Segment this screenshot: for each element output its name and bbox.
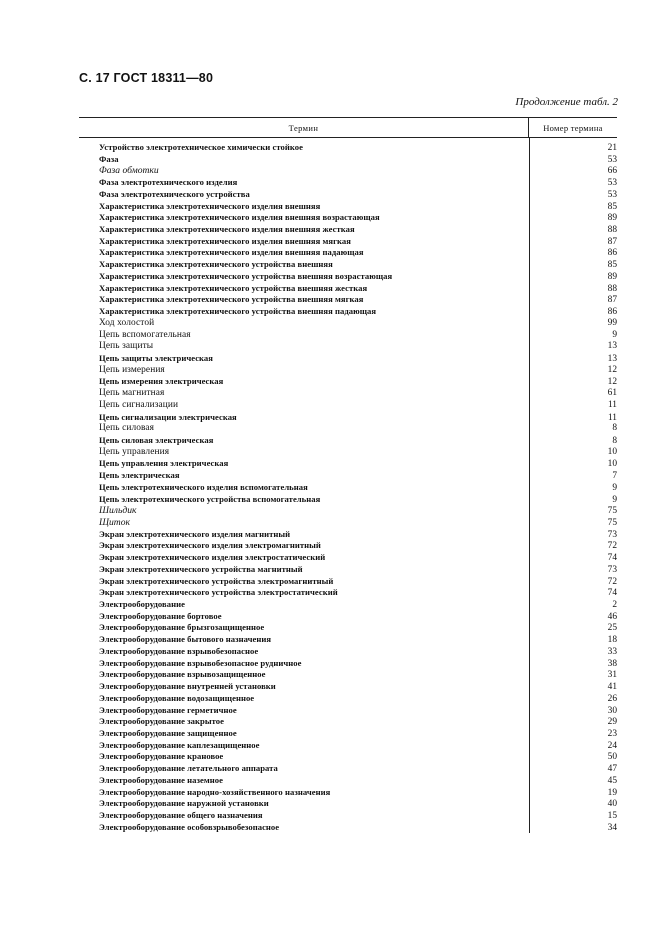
term-cell: Электрооборудование народно-хозяйственного назначения bbox=[99, 786, 331, 797]
term-number: 66 bbox=[607, 166, 617, 177]
term-number: 87 bbox=[607, 295, 617, 306]
term-number: 85 bbox=[607, 260, 617, 271]
term-cell: Экран электротехнического устройства электростатический bbox=[99, 587, 338, 598]
terms-table bbox=[79, 117, 617, 833]
term-number: 15 bbox=[607, 810, 617, 821]
term-cell: Цепь электротехнического изделия вспомогательная bbox=[99, 481, 308, 492]
term-cell: Электрооборудование бортовое bbox=[99, 610, 222, 621]
table-row bbox=[79, 142, 617, 154]
term-number: 24 bbox=[607, 740, 617, 751]
term-number-cell bbox=[529, 799, 617, 811]
term-number-cell bbox=[529, 248, 617, 260]
term-number-cell bbox=[529, 647, 617, 659]
term-cell: Цепь сигнализации электрическая bbox=[99, 411, 237, 422]
term-number-cell bbox=[529, 330, 617, 342]
table-row bbox=[79, 552, 617, 564]
term-number-cell bbox=[529, 530, 617, 542]
term-number-cell bbox=[529, 623, 617, 635]
table-row bbox=[79, 658, 617, 670]
term-number: 9 bbox=[612, 494, 617, 505]
term-number-cell bbox=[529, 447, 617, 459]
table-row bbox=[79, 822, 617, 834]
term-number-cell bbox=[529, 706, 617, 718]
term-cell: Электрооборудование общего назначения bbox=[99, 809, 263, 820]
term-cell: Электрооборудование крановое bbox=[99, 751, 224, 762]
term-cell: Цепь вспомогательная bbox=[99, 329, 191, 340]
term-cell: Электрооборудование взрывобезопасное рудничное bbox=[99, 657, 302, 668]
term-number-cell bbox=[529, 752, 617, 764]
term-number: 72 bbox=[607, 576, 617, 587]
term-number-cell bbox=[529, 178, 617, 190]
table-row bbox=[79, 669, 617, 681]
table-row bbox=[79, 236, 617, 248]
term-number: 9 bbox=[612, 482, 617, 493]
term-number-cell bbox=[529, 729, 617, 741]
term-number-cell bbox=[529, 565, 617, 577]
term-number: 11 bbox=[607, 412, 617, 423]
term-number: 72 bbox=[607, 541, 617, 552]
term-number-cell bbox=[529, 400, 617, 412]
term-number: 53 bbox=[607, 189, 617, 200]
table-row bbox=[79, 622, 617, 634]
table-row bbox=[79, 294, 617, 306]
term-number-cell bbox=[529, 764, 617, 776]
term-cell: Характеристика электротехнического устройства внешняя мягкая bbox=[99, 294, 364, 305]
term-number: 34 bbox=[607, 822, 617, 833]
table-body bbox=[79, 142, 617, 833]
term-cell: Электрооборудование каплезащищенное bbox=[99, 739, 260, 750]
term-number: 8 bbox=[612, 435, 617, 446]
term-number-cell bbox=[529, 190, 617, 202]
term-cell: Электрооборудование защищенное bbox=[99, 727, 237, 738]
term-number: 74 bbox=[607, 553, 617, 564]
term-number: 12 bbox=[607, 377, 617, 388]
term-number-cell bbox=[529, 577, 617, 589]
term-number: 41 bbox=[607, 682, 617, 693]
term-number-cell bbox=[529, 284, 617, 296]
term-cell: Электрооборудование летательного аппарата bbox=[99, 763, 278, 774]
table-row bbox=[79, 517, 617, 529]
table-row bbox=[79, 154, 617, 166]
term-cell: Характеристика электротехнического изделия внешняя возрастающая bbox=[99, 212, 380, 223]
term-number: 18 bbox=[607, 635, 617, 646]
table-row bbox=[79, 224, 617, 236]
table-row bbox=[79, 505, 617, 517]
term-number-cell bbox=[529, 423, 617, 435]
term-cell: Цепь управления bbox=[99, 446, 170, 457]
term-number: 88 bbox=[607, 225, 617, 236]
term-cell: Цепь защиты bbox=[99, 341, 154, 352]
term-number: 85 bbox=[607, 201, 617, 212]
term-number: 8 bbox=[612, 423, 617, 434]
table-row bbox=[79, 540, 617, 552]
table-row bbox=[79, 693, 617, 705]
term-number-cell bbox=[529, 811, 617, 823]
term-number-cell bbox=[529, 518, 617, 530]
term-cell: Электрооборудование брызгозащищенное bbox=[99, 622, 265, 633]
term-number: 25 bbox=[607, 623, 617, 634]
column-header-number: Номер термина bbox=[528, 118, 617, 137]
table-row bbox=[79, 177, 617, 189]
table-row bbox=[79, 564, 617, 576]
table-row bbox=[79, 259, 617, 271]
page-header: С. 17 ГОСТ 18311—80 bbox=[79, 71, 214, 85]
term-number: 26 bbox=[607, 693, 617, 704]
term-number: 45 bbox=[607, 775, 617, 786]
term-number-cell bbox=[529, 600, 617, 612]
table-row bbox=[79, 423, 617, 435]
term-cell: Электрооборудование наружной установки bbox=[99, 798, 269, 809]
term-number-cell bbox=[529, 272, 617, 284]
table-row bbox=[79, 716, 617, 728]
term-cell: Электрооборудование внутренней установки bbox=[99, 681, 276, 692]
term-number: 9 bbox=[612, 329, 617, 340]
table-row bbox=[79, 365, 617, 377]
table-row bbox=[79, 763, 617, 775]
table-row bbox=[79, 447, 617, 459]
term-number: 13 bbox=[607, 353, 617, 364]
term-number: 88 bbox=[607, 283, 617, 294]
table-row bbox=[79, 576, 617, 588]
term-number: 46 bbox=[607, 611, 617, 622]
term-number-cell bbox=[529, 459, 617, 471]
term-cell: Характеристика электротехнического устройства внешняя жесткая bbox=[99, 282, 368, 293]
table-row bbox=[79, 400, 617, 412]
term-number: 53 bbox=[607, 154, 617, 165]
table-row bbox=[79, 283, 617, 295]
term-number-cell bbox=[529, 260, 617, 272]
table-row bbox=[79, 212, 617, 224]
term-number-cell bbox=[529, 341, 617, 353]
table-row bbox=[79, 494, 617, 506]
table-row bbox=[79, 412, 617, 424]
table-row bbox=[79, 353, 617, 365]
table-row bbox=[79, 458, 617, 470]
term-number-cell bbox=[529, 823, 617, 835]
table-row bbox=[79, 470, 617, 482]
term-number: 75 bbox=[607, 506, 617, 517]
term-number-cell bbox=[529, 506, 617, 518]
term-number: 89 bbox=[607, 213, 617, 224]
term-number-cell bbox=[529, 541, 617, 553]
term-number: 23 bbox=[607, 728, 617, 739]
term-number: 11 bbox=[607, 399, 617, 410]
term-number-cell bbox=[529, 471, 617, 483]
term-cell: Цепь магнитная bbox=[99, 388, 165, 399]
table-row bbox=[79, 529, 617, 541]
term-number: 10 bbox=[607, 459, 617, 470]
term-cell: Фаза электротехнического устройства bbox=[99, 188, 250, 199]
term-cell: Щиток bbox=[99, 517, 131, 528]
term-number: 87 bbox=[607, 236, 617, 247]
table-row bbox=[79, 705, 617, 717]
term-number: 21 bbox=[607, 143, 617, 153]
table-row bbox=[79, 189, 617, 201]
term-cell: Экран электротехнического устройства магнитный bbox=[99, 563, 303, 574]
term-cell: Характеристика электротехнического изделия внешняя мягкая bbox=[99, 235, 351, 246]
term-cell: Характеристика электротехнического устройства внешняя возрастающая bbox=[99, 270, 393, 281]
term-number-cell bbox=[529, 717, 617, 729]
term-number: 10 bbox=[607, 446, 617, 457]
term-number-cell bbox=[529, 670, 617, 682]
term-cell: Устройство электротехническое химически стойкое bbox=[99, 142, 303, 152]
term-cell: Цепь электротехнического устройства вспомогательная bbox=[99, 493, 321, 504]
table-row bbox=[79, 482, 617, 494]
table-row bbox=[79, 634, 617, 646]
term-number-cell bbox=[529, 388, 617, 400]
column-header-term: Термин bbox=[288, 122, 319, 133]
table-continuation-label: Продолжение табл. 2 bbox=[515, 96, 618, 108]
term-number: 61 bbox=[607, 388, 617, 399]
term-number-cell bbox=[529, 155, 617, 167]
term-number: 40 bbox=[607, 799, 617, 810]
term-number: 31 bbox=[607, 670, 617, 681]
term-cell: Экран электротехнического изделия магнитный bbox=[99, 528, 291, 539]
term-cell: Цепь защиты электрическая bbox=[99, 352, 213, 363]
term-number: 33 bbox=[607, 646, 617, 657]
table-row bbox=[79, 810, 617, 822]
term-cell: Цепь сигнализации bbox=[99, 399, 179, 410]
term-number: 47 bbox=[607, 764, 617, 775]
term-number: 19 bbox=[607, 787, 617, 798]
term-cell: Цепь электрическая bbox=[99, 470, 180, 481]
term-number: 86 bbox=[607, 248, 617, 259]
term-number: 30 bbox=[607, 705, 617, 716]
term-number-cell bbox=[529, 143, 617, 155]
term-cell: Электрооборудование взрывозащищенное bbox=[99, 669, 266, 680]
term-cell: Электрооборудование водозащищенное bbox=[99, 692, 255, 703]
term-number: 53 bbox=[607, 178, 617, 189]
term-number: 38 bbox=[607, 658, 617, 669]
term-number: 73 bbox=[607, 564, 617, 575]
term-cell: Электрооборудование герметичное bbox=[99, 704, 237, 715]
term-cell: Экран электротехнического изделия электростатический bbox=[99, 552, 326, 563]
term-cell: Характеристика электротехнического устройства внешняя падающая bbox=[99, 306, 377, 317]
term-number: 74 bbox=[607, 588, 617, 599]
term-cell: Цепь силовая электрическая bbox=[99, 434, 214, 445]
table-row bbox=[79, 271, 617, 283]
term-cell: Электрооборудование bbox=[99, 599, 185, 610]
term-number-cell bbox=[529, 483, 617, 495]
term-number-cell bbox=[529, 166, 617, 178]
term-number-cell bbox=[529, 694, 617, 706]
table-row bbox=[79, 306, 617, 318]
table-row bbox=[79, 751, 617, 763]
table-row bbox=[79, 775, 617, 787]
table-row bbox=[79, 611, 617, 623]
term-cell: Электрооборудование особовзрывобезопасное bbox=[99, 821, 280, 832]
term-number-cell bbox=[529, 237, 617, 249]
table-row bbox=[79, 388, 617, 400]
table-header bbox=[79, 118, 617, 138]
term-number-cell bbox=[529, 318, 617, 330]
term-cell: Ход холостой bbox=[99, 317, 155, 328]
term-number: 99 bbox=[607, 317, 617, 328]
term-number: 86 bbox=[607, 307, 617, 318]
table-row bbox=[79, 376, 617, 388]
term-cell: Фаза bbox=[99, 153, 119, 164]
term-number-cell bbox=[529, 612, 617, 624]
term-number-cell bbox=[529, 553, 617, 565]
term-number: 50 bbox=[607, 752, 617, 763]
term-cell: Электрооборудование взрывобезопасное bbox=[99, 645, 259, 656]
term-number-cell bbox=[529, 635, 617, 647]
term-number-cell bbox=[529, 295, 617, 307]
term-number: 2 bbox=[612, 600, 617, 611]
table-row bbox=[79, 681, 617, 693]
table-row bbox=[79, 201, 617, 213]
table-row bbox=[79, 728, 617, 740]
term-cell: Характеристика электротехнического изделия внешняя падающая bbox=[99, 247, 364, 258]
term-cell: Электрооборудование закрытое bbox=[99, 716, 224, 727]
table-row bbox=[79, 330, 617, 342]
term-number: 7 bbox=[612, 471, 617, 482]
table-row bbox=[79, 587, 617, 599]
term-cell: Электрооборудование наземное bbox=[99, 774, 223, 785]
term-number-cell bbox=[529, 213, 617, 225]
table-row bbox=[79, 165, 617, 177]
table-row bbox=[79, 646, 617, 658]
term-cell: Цепь управления электрическая bbox=[99, 458, 229, 469]
term-number-cell bbox=[529, 365, 617, 377]
term-number: 75 bbox=[607, 518, 617, 528]
term-cell: Электрооборудование бытового назначения bbox=[99, 634, 272, 645]
term-number: 29 bbox=[607, 717, 617, 728]
term-cell: Экран электротехнического устройства электромагнитный bbox=[99, 575, 334, 586]
term-cell: Экран электротехнического изделия электромагнитный bbox=[99, 540, 321, 551]
table-row bbox=[79, 787, 617, 799]
term-number-cell bbox=[529, 776, 617, 788]
term-cell: Характеристика электротехнического устройства внешняя bbox=[99, 259, 333, 270]
term-number: 13 bbox=[607, 341, 617, 352]
table-row bbox=[79, 798, 617, 810]
term-number: 12 bbox=[607, 364, 617, 375]
table-row bbox=[79, 247, 617, 259]
table-row bbox=[79, 435, 617, 447]
term-number-cell bbox=[529, 588, 617, 600]
term-number-cell bbox=[529, 202, 617, 214]
term-number-cell bbox=[529, 659, 617, 671]
term-cell: Фаза электротехнического изделия bbox=[99, 177, 238, 188]
term-cell: Характеристика электротехнического изделия внешняя жесткая bbox=[99, 224, 355, 235]
term-cell: Характеристика электротехнического изделия внешняя bbox=[99, 200, 321, 211]
term-number: 73 bbox=[607, 529, 617, 540]
term-number-cell bbox=[529, 682, 617, 694]
term-cell: Фаза обмотки bbox=[99, 165, 159, 177]
term-number-cell bbox=[529, 741, 617, 753]
term-number-cell bbox=[529, 495, 617, 507]
term-number: 89 bbox=[607, 271, 617, 282]
term-cell: Цепь силовая bbox=[99, 423, 155, 434]
term-cell: Шильдик bbox=[99, 505, 137, 517]
term-cell: Цепь измерения bbox=[99, 364, 165, 375]
term-number-cell bbox=[529, 788, 617, 800]
term-cell: Цепь измерения электрическая bbox=[99, 376, 224, 387]
table-row bbox=[79, 318, 617, 330]
table-row bbox=[79, 740, 617, 752]
table-row bbox=[79, 599, 617, 611]
table-row bbox=[79, 341, 617, 353]
term-number-cell bbox=[529, 225, 617, 237]
